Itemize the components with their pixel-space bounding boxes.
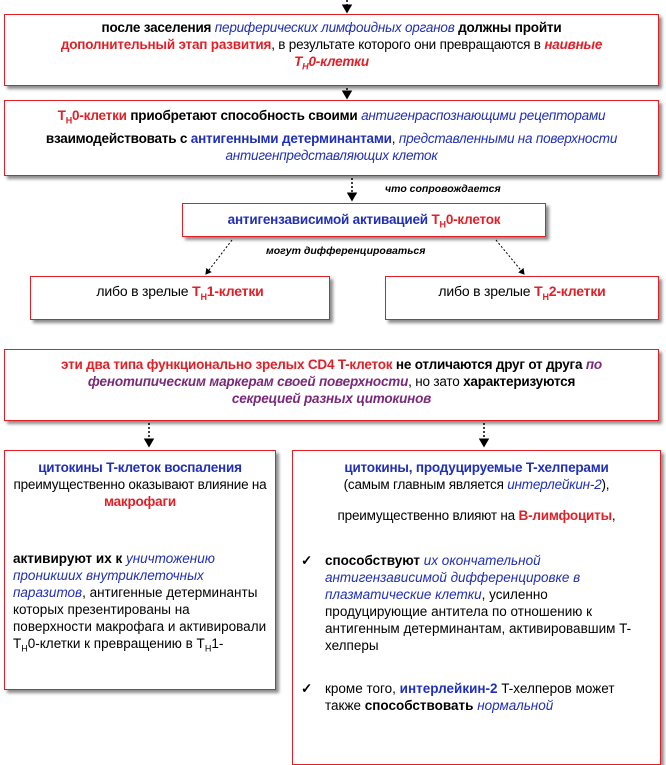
text-part: наивные bbox=[544, 37, 603, 52]
note-accompanied: что сопровождается bbox=[385, 183, 501, 195]
th0-label: $T_H0$-клеток bbox=[431, 212, 501, 230]
text-part: антигензависимой активацией bbox=[227, 212, 432, 227]
text-part: (самым главным является bbox=[343, 477, 508, 492]
text-part: взаимодействовать с bbox=[45, 130, 191, 146]
box-activation bbox=[182, 203, 546, 237]
text-part: либо в зрелые bbox=[96, 283, 193, 299]
text-part: либо в зрелые bbox=[438, 283, 535, 299]
check-icon: ✓ bbox=[301, 681, 313, 696]
macrophage-label: макрофаги bbox=[103, 494, 176, 509]
text-part: их к bbox=[92, 551, 126, 566]
text-part: ), bbox=[601, 477, 610, 492]
box-inflammation-cytokines: цитокины T-клеток воспаления преимущественно оказывают влияние на макрофаги активируют их к уничтожению проникших внутриклеточных паразитов, антигенные детерминанты которых презентированы на поверхности макрофага и активировали $T_H0$-клетки к превращению в $T_H1-$ bbox=[4, 450, 276, 690]
box-cytokine-secretion bbox=[4, 349, 659, 421]
arrow-box3-box5 bbox=[496, 240, 524, 274]
text-part: эти два типа функционально зрелых CD4 T-клеток bbox=[61, 357, 393, 372]
note-differentiate: могут дифференцироваться bbox=[266, 245, 426, 257]
box-helper-cytokines bbox=[292, 450, 661, 765]
text-part: секрецией разных цитокинов bbox=[231, 391, 432, 406]
text-part: характеризуются bbox=[463, 374, 576, 389]
box-th1 bbox=[30, 276, 330, 320]
text-part: не отличаются друг от друга bbox=[392, 357, 586, 372]
text-part: , усиленно продуцирующие антитела по отношению к антигенным детерминантам, активировавшим T-хелперы bbox=[325, 587, 632, 653]
left-title: цитокины T-клеток воспаления bbox=[38, 460, 242, 475]
box-th2 bbox=[385, 276, 659, 320]
il2-label: интерлейкин-2 bbox=[507, 477, 602, 492]
arrow-box3-box4 bbox=[206, 240, 232, 274]
text-part: антигенраспознающими рецепторами bbox=[361, 108, 606, 123]
text-part: периферических лимфоидных органов bbox=[214, 20, 455, 35]
b-lymphocyte-label: B-лимфоциты bbox=[518, 508, 612, 523]
text-part: антигенными детерминантами bbox=[190, 130, 392, 146]
text-part: 0-клетки к превращению в T bbox=[27, 636, 205, 651]
text-part: активируют bbox=[13, 551, 93, 566]
text-part: их окончательной антигензависимой дифференцировке в плазматические клетки bbox=[325, 553, 581, 602]
right-title: цитокины, продуцируемые T-хелперами bbox=[344, 460, 609, 475]
box-th0-recognition bbox=[4, 100, 659, 176]
text-part: уничтожению проникших внутриклеточных паразитов bbox=[13, 551, 215, 600]
text-part: , антигенные детерминанты которых презентированы на поверхности макрофага и активировали T bbox=[13, 585, 267, 651]
text-part: способствовать bbox=[364, 698, 474, 713]
text-part: 1- bbox=[211, 636, 224, 651]
il2-label: интерлейкин-2 bbox=[399, 681, 498, 696]
text-part: нормальной bbox=[473, 698, 554, 713]
th0-label: $T_H0$-клетки bbox=[57, 108, 127, 126]
text-part: , bbox=[391, 130, 399, 146]
text-part: после заселения bbox=[101, 20, 215, 35]
check-icon: ✓ bbox=[301, 553, 313, 568]
box-naive-cells bbox=[4, 14, 659, 86]
text-part: , но зато bbox=[408, 374, 464, 389]
text-part: представленными на поверхности антигенпредставляющих клеток bbox=[225, 130, 618, 163]
text-part: , bbox=[611, 508, 616, 523]
text-part: кроме того, bbox=[325, 681, 400, 696]
text-part: должны пройти bbox=[454, 20, 562, 35]
th0-label: $T_H0$-клетки bbox=[294, 54, 369, 72]
th2-label: $T_H2$-клетки bbox=[534, 283, 606, 302]
text-part: T-хелперов может также bbox=[325, 681, 615, 713]
text-part: приобретают способность своими bbox=[126, 108, 362, 123]
text-part: способствуют bbox=[325, 553, 424, 568]
text-part: , в результате которого они превращаются в bbox=[271, 37, 545, 52]
text-part: по фенотипическим маркерам своей поверхности bbox=[87, 357, 602, 389]
text-part: дополнительный этап развития bbox=[60, 37, 272, 52]
text-part: преимущественно оказывают влияние на bbox=[13, 477, 267, 492]
th1-label: $T_H1$-клетки bbox=[192, 283, 264, 302]
text-part: преимущественно влияют на bbox=[337, 508, 519, 523]
